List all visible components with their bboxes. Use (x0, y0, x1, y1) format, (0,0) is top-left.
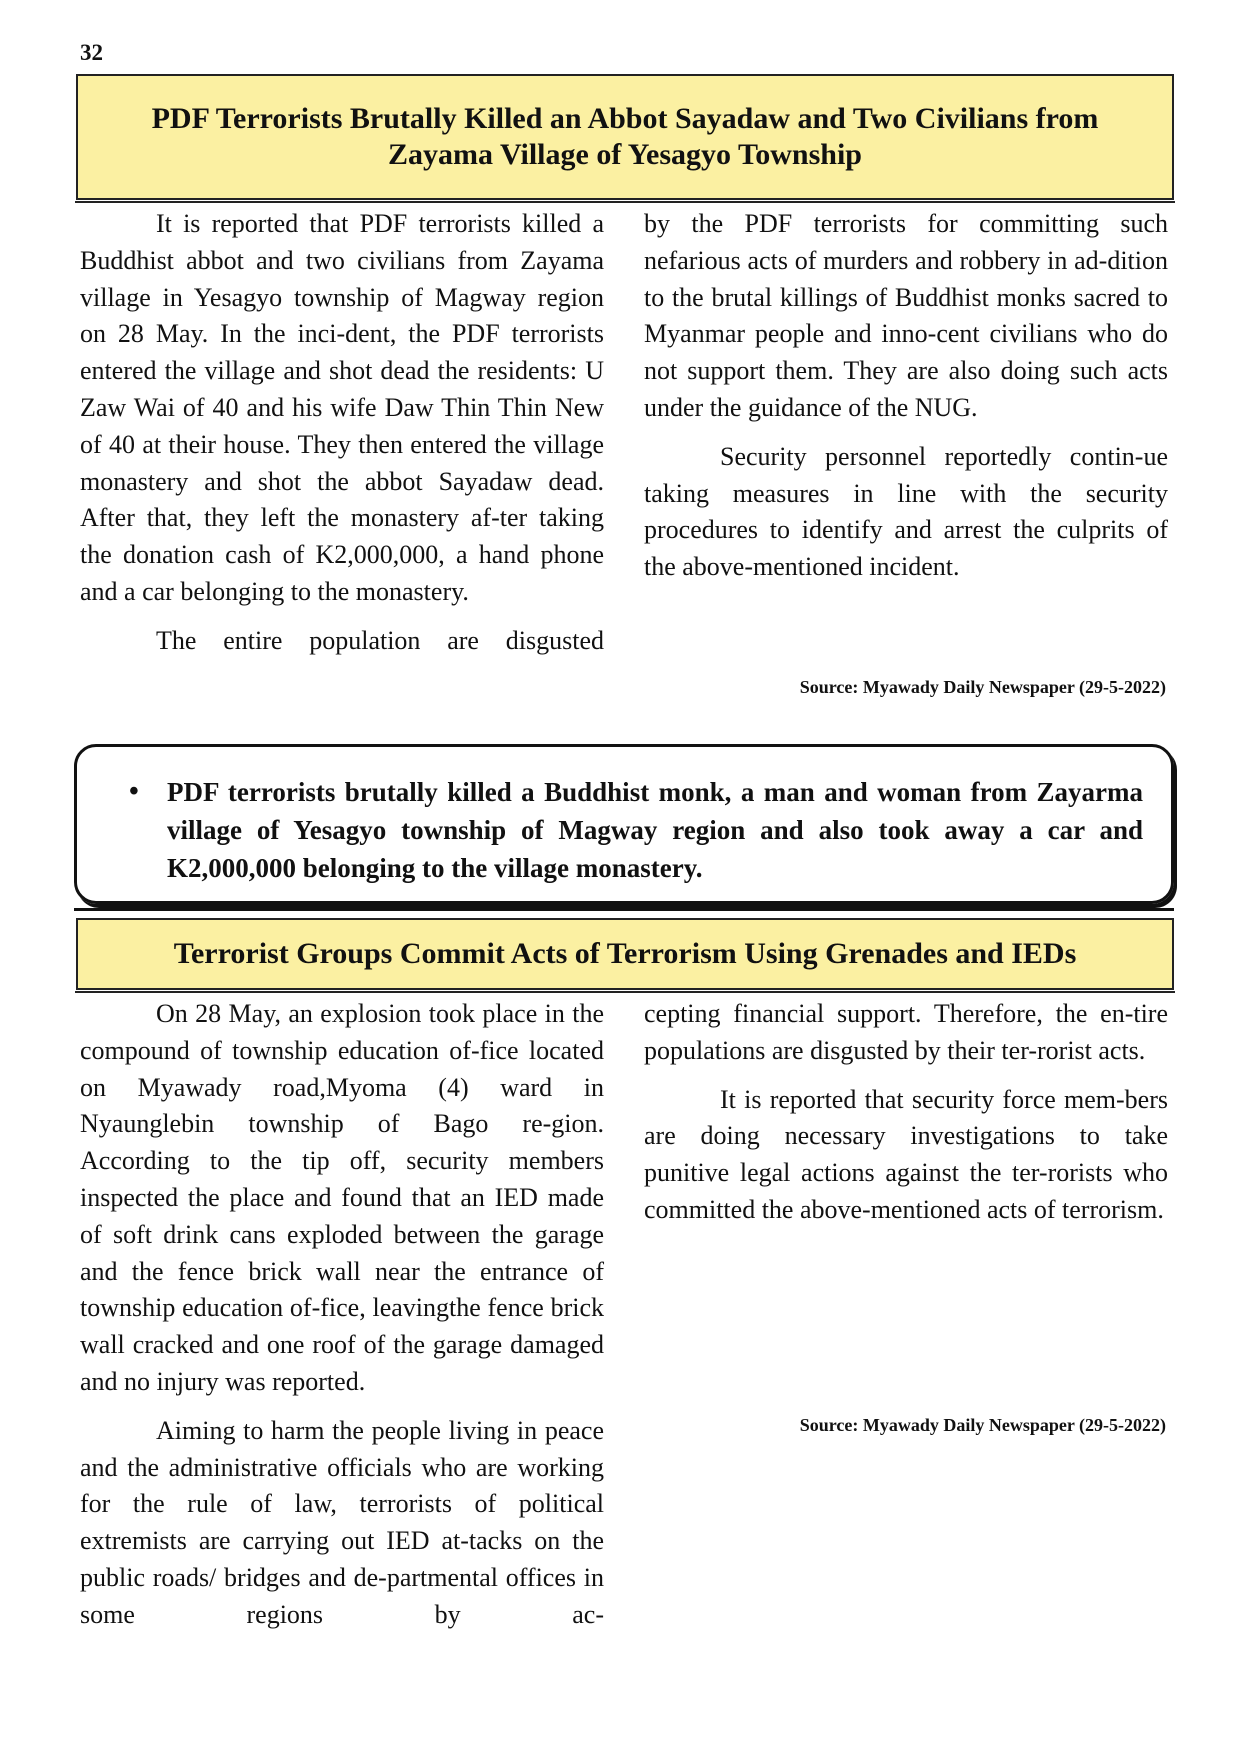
article-2-source: Source: Myawady Daily Newspaper (29-5-2022) (799, 1415, 1166, 1435)
summary-list (127, 773, 1143, 887)
summary-box (74, 744, 1174, 904)
summary-item (129, 773, 1143, 887)
article-2-title: Terrorist Groups Commit Acts of Terrorism Using Grenades and IEDs (173, 937, 1077, 970)
bullet-icon: • (129, 776, 139, 807)
article-2-title-box (76, 918, 1174, 990)
article-1-paragraph-1: It is reported that PDF terrorists killed a Buddhist abbot and two civilians from Zayama village in Yesagyo township of Magway region on 28 May. In the inci-dent, the PDF terrorists entered the village and shot dead the residents: U Zaw Wai of 40 and his wife Daw Thin Thin New of 40 at their house. They then entered the village monastery and shot the abbot Sayadaw dead. After that, they left the monastery af-ter taking the donation cash of K2,000,000, a hand phone and a car belonging to the monastery. (80, 209, 604, 606)
summary-text: PDF terrorists brutally killed a Buddhist monk, a man and woman from Zayarma village of Yesagyo township of Magway region and also took away a car and K2,000,000 belonging to the village monastery. (167, 777, 1143, 883)
article-1-paragraph-3: Security personnel reportedly contin-ue taking measures in line with the security procedures to identify and arrest the culprits of the above-mentioned incident. (644, 441, 1168, 582)
article-2-paragraph-3: It is reported that security force mem-bers are doing necessary investigations to take punitive legal actions against the ter-rorists who committed the above-mentioned acts of terrorism. (644, 1084, 1168, 1224)
article-2-left-column (80, 996, 604, 1634)
article-1-paragraph-2-continued: by the PDF terrorists for committing such nefarious acts of murders and robbery in ad-dition to the brutal killings of Buddhist monks sacred to Myanmar people and inno-cent civilians who do not support them. They are also doing such acts under the guidance of the NUG. (644, 209, 1168, 422)
article-2-right-column (644, 996, 1168, 1229)
page-number: 32 (80, 40, 103, 65)
article-1-source: Source: Myawady Daily Newspaper (29-5-2022) (799, 677, 1166, 697)
article-1-title: PDF Terrorists Brutally Killed an Abbot Sayadaw and Two Civilians from Zayama Village of Yesagyo Township (151, 102, 1099, 171)
article-1-right-column (644, 206, 1168, 586)
article-1-paragraph-2-start: The entire population are disgusted (156, 625, 604, 655)
section-divider (74, 908, 1174, 911)
article-1-left-column (80, 206, 604, 660)
article-2-paragraph-1: On 28 May, an explosion took place in the compound of township education of-fice located on Myawady road,Myoma (4) ward in Nyaunglebin township of Bago re-gion. According to the tip off, security members inspected the place and found that an IED made of soft drink cans exploded between the garage and the fence brick wall near the entrance of township education of-fice, leavingthe fence brick wall cracked and one roof of the garage damaged and no injury was reported. (80, 999, 604, 1396)
article-2-paragraph-2-start: Aiming to harm the people living in peace and the administrative officials who are working for the rule of law, terrorists of political extremists are carrying out IED at-tacks on the public roads/ bridges and de-partmental offices in some regions by ac- (80, 1415, 604, 1629)
article-2-paragraph-2-continued: cepting financial support. Therefore, the en-tire populations are disgusted by their ter-rorist acts. (644, 999, 1168, 1065)
article-1-title-box (76, 74, 1174, 200)
